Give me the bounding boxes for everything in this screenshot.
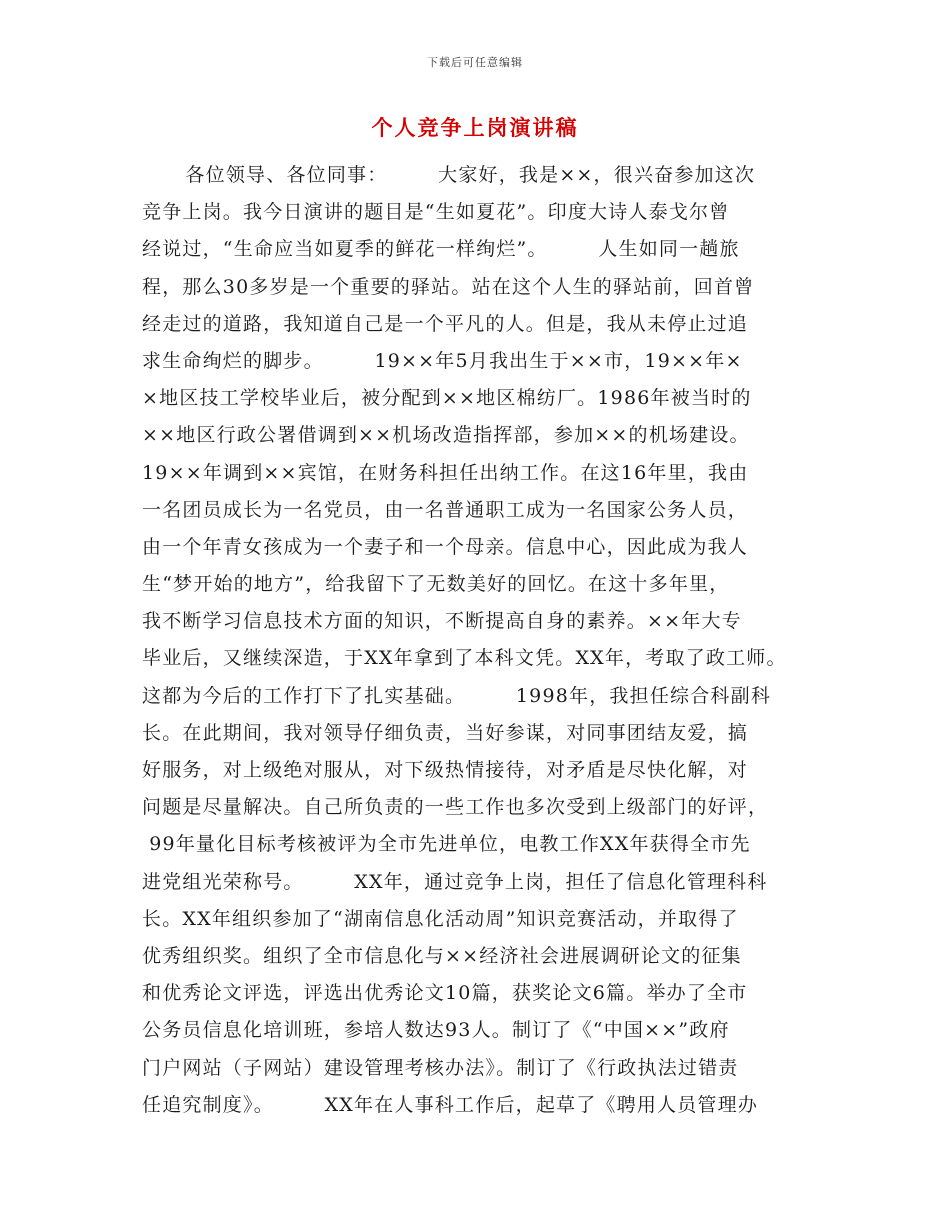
body-line: 和优秀论文评选，评选出优秀论文10篇，获奖论文6篇。举办了全市 — [142, 982, 748, 1005]
body-line: 门户网站（子网站）建设管理考核办法》。制订了《行政执法过错责 — [142, 1056, 739, 1079]
document-body — [142, 157, 822, 1124]
body-line: 经说过，“生命应当如夏季的鲜花一样绚烂”。 人生如同一趟旅 — [142, 238, 740, 261]
body-line: 经走过的道路，我知道自己是一个平凡的人。但是，我从未停止过追 — [142, 312, 749, 335]
body-line: 程，那么30多岁是一个重要的驿站。站在这个人生的驿站前，回首曾 — [142, 275, 755, 298]
document-title: 个人竞争上岗演讲稿 — [371, 115, 579, 140]
body-line: 求生命绚烂的脚步。 19××年5月我出生于××市，19××年× — [142, 349, 743, 372]
body-line: 长。XX年组织参加了“湖南信息化活动周”知识竞赛活动，并取得了 — [142, 907, 739, 930]
body-line: 各位领导、各位同事： 大家好，我是××，很兴奋参加这次 — [142, 164, 756, 186]
body-line: 这都为今后的工作打下了扎实基础。 1998年，我担任综合科副科 — [142, 684, 772, 707]
body-line: 任追究制度》。 XX年在人事科工作后，起草了《聘用人员管理办 — [142, 1093, 759, 1116]
body-line: 进党组光荣称号。 XX年，通过竞争上岗，担任了信息化管理科科 — [142, 870, 768, 893]
body-line: 公务员信息化培训班，参培人数达93人。制订了《“中国××”政府 — [142, 1019, 730, 1042]
body-line: 竞争上岗。我今日演讲的题目是“生如夏花”。印度大诗人泰戈尔曾 — [142, 201, 730, 224]
page-header-note: 下载后可任意编辑 — [427, 56, 523, 69]
body-line: 我不断学习信息技术方面的知识，不断提高自身的素养。××年大专 — [142, 610, 742, 633]
body-line: 优秀组织奖。组织了全市信息化与××经济社会进展调研论文的征集 — [142, 944, 742, 967]
body-line: 好服务，对上级绝对服从，对下级热情接待，对矛盾是尽快化解，对 — [142, 759, 749, 781]
body-line: 长。在此期间，我对领导仔细负责，当好参谋，对同事团结友爱，搞 — [142, 721, 749, 744]
body-line: 问题是尽量解决。自己所负责的一些工作也多次受到上级部门的好评， — [142, 796, 769, 819]
body-line: 毕业后，又继续深造，于XX年拿到了本科文凭。XX年，考取了政工师。 — [142, 647, 787, 670]
body-line: 由一个年青女孩成为一个妻子和一个母亲。信息中心，因此成为我人 — [142, 535, 749, 558]
body-line: 生“梦开始的地方”，给我留下了无数美好的回忆。在这十多年里， — [142, 573, 730, 596]
body-line: ××地区行政公署借调到××机场改造指挥部，参加××的机场建设。 — [142, 424, 750, 447]
body-line: 99年量化目标考核被评为全市先进单位，电教工作XX年获得全市先 — [142, 833, 751, 856]
body-line: ×地区技工学校毕业后，被分配到××地区棉纺厂。1986年被当时的 — [142, 387, 752, 410]
body-line: 一名团员成长为一名党员，由一名普通职工成为一名国家公务人员， — [142, 498, 749, 521]
body-line: 19××年调到××宾馆，在财务科担任出纳工作。在这16年里，我由 — [142, 461, 749, 484]
